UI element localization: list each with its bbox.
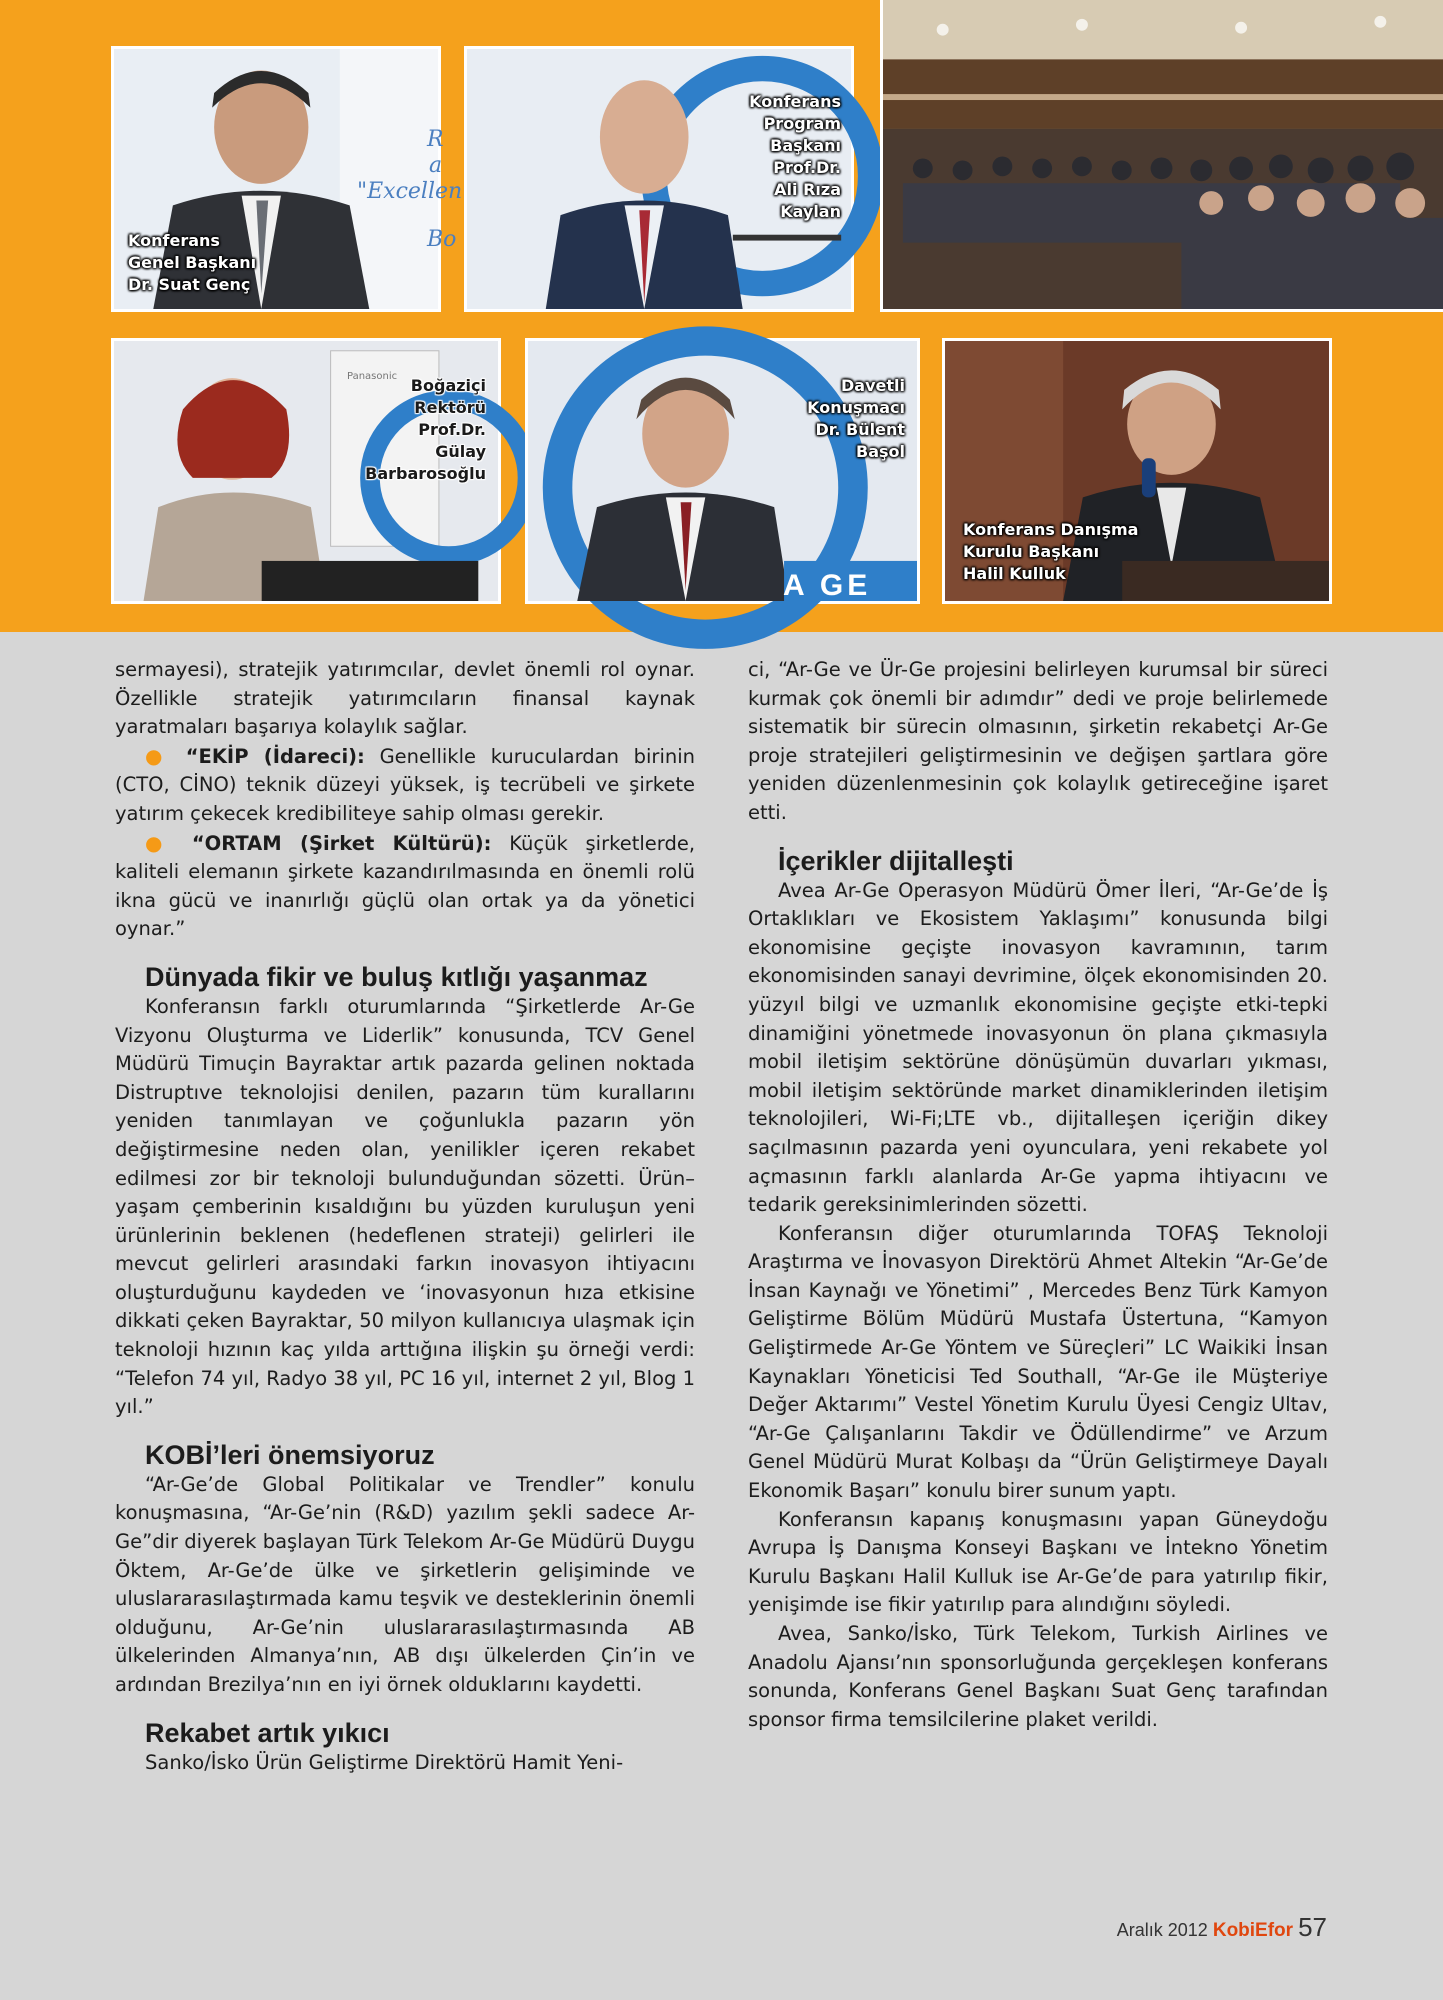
caption-line: Konferans [749,92,841,111]
paragraph: Konferansın diğer oturumlarında TOFAŞ Teknoloji Araştırma ve İnovasyon Direktörü Ahmet Altekin “Ar-Ge’de İnsan Kaynağı ve Yönetimi” , Mercedes Benz Türk Kamyon Geliştirme Bölüm Müdürü Mustafa Üstertuna, “Kamyon Geliştirmede Ar-Ge Yöntem ve Süreçleri” LC Waikiki İnsan Kaynakları Yöneticisi Ted Southall, “Ar-Ge ile Müşteriye Değer Aktarımı” Vestel Yönetim Kurulu Üyesi Cengiz Ultav, “Ar-Ge Çalışanlarını Takdir ve Ödüllendirme” ve Arzum Genel Müdürü Murat Kolbaşı da “Ürün Geliştirmeye Dayalı Ekonomik Başarı” konulu birer sunum yaptı. [748,1221,1328,1503]
backdrop-line: R [427,127,444,152]
backdrop-banner-text: A GE [783,569,872,602]
photo-gulay-barbarosoglu [111,338,501,604]
caption-line: Barbarosoğlu [365,464,486,483]
caption-line: Konferans [128,231,220,250]
paragraph: Avea Ar-Ge Operasyon Müdürü Ömer İleri, “Ar-Ge’de İş Ortaklıkları ve Ekosistem Yaklaşımı” konusunda bilgi ekonomisine geçişte inovasyon kavramının, tarım ekonomisinden sanayi devrimine, ölçek ekonomisinden 20. yüzyıl bilgi ve uzmanlık ekonomisine geçişte etki-tepki dinamiğini yönetmede inovasyonun ön plana çıkmasıyla mobil iletişim sektörüne dönüşümün duvarları yıkması, mobil iletişim sektöründe market dinamiklerinden iletişim teknolojileri, Wi-Fi;LTE vb., dijitalleşen içeriğin dikey saçılmasının pazarda yeni oyunculara, yeni rekabete yol açmasının farklı alanlarda Ar-Ge yapma ihtiyacını ve tedarik gereksinimlerinden sözetti. [748,878,1328,1217]
caption-halil-kulluk [963,519,1138,585]
caption-line: Prof.Dr. [418,420,486,439]
photo-conference-hall [880,0,1443,312]
photo-ali-riza-kaylan [464,46,854,312]
backdrop-line: a [429,153,443,178]
caption-line: Kurulu Başkanı [963,542,1100,561]
caption-line: Program [763,114,841,133]
caption-line: Boğaziçi [410,376,486,395]
caption-line: Davetli [841,376,905,395]
bullet-ekip [115,742,695,829]
photo-bulent-basol [525,338,920,604]
page-footer [1117,1912,1327,1943]
caption-line: Başol [856,442,905,461]
caption-line: Prof.Dr. [773,158,841,177]
paragraph: Sanko/İsko Ürün Geliştirme Direktörü Hamit Yeni- [145,1750,624,1774]
issue-date: Aralık 2012 [1116,1920,1208,1940]
paragraph: “Ar-Ge’de Global Politikalar ve Trendler” konulu konuşmasına, “Ar-Ge’nin (R&D) yazılım şekli sadece Ar-Ge”dir diyerek başlayan Türk Telekom Ar-Ge Müdürü Duygu Öktem, Ar-Ge’de ülke ve şirketlerin gelişiminde ve uluslararasılaştırmada kamu teşvik ve desteklerinin önemli olduğunu, Ar-Ge’nin uluslararasılaştırmasında AB ülkelerinden Almanya’nın, AB dışı ülkelerden Çin’in ve ardından Brezilya’nın en iyi örnek olduklarını kaydetti. [115,1472,695,1696]
photo-suat-genc [111,46,463,312]
paragraph: Konferansın farklı oturumlarında “Şirketlerde Ar-Ge Vizyonu Oluşturma ve Liderlik” konusunda, TCV Genel Müdürü Timuçin Bayraktar artık pazarda gelinen noktada Distruptıve teknolojisi denilen, pazarın tüm kurallarını yeniden tanımlayan ve çoğunlukla pazarın yön değiştirmesine neden olan, yenilikler içeren rekabet edilmesi zor bir teknoloji bulunduğundan sözetti. Ürün–yaşam çemberinin kısaldığını bu yüzden kuruluşun yeni ürünlerinin beklenen (hedeflenen strateji) gelirleri ile mevcut gelirleri arasındaki farkın inovasyon ihtiyacını oluşturduğunu kaydeden ve ‘inovasyonun hıza etkisine dikkati çeken Bayraktar, 50 milyon kullanıcıya ulaşmak için teknoloji hızının kaç yılda arttığına ilişkin şu örneği verdi: “Telefon 74 yıl, Radyo 38 yıl, PC 16 yıl, internet 2 yıl, Blog 1 yıl.” [115,994,695,1419]
page-number: 57 [1298,1912,1327,1942]
backdrop-line: "Excellen [357,179,463,204]
caption-line: Rektörü [414,398,486,417]
caption-line: Kaylan [780,202,841,221]
paragraph: Avea, Sanko/İsko, Türk Telekom, Turkish Airlines ve Anadolu Ajansı’nın sponsorluğunda gerçekleşen konferans sonunda, Konferans Genel Başkanı Suat Genç tarafından sponsor firma temsilcilerine plaket verildi. [748,1622,1328,1731]
section-heading: İçerikler dijitalleşti [778,845,1014,876]
paragraph: ci, “Ar-Ge ve Ür-Ge projesini belirleyen kurumsal bir süreci kurmak çok önemli bir adımdır” dedi ve proje belirlemede sistematik bir sürecin olmasının, şirketin rekabetçi Ar-Ge proje stratejileri geliştirmesinin ve değişen şartlara göre yeniden düzenlenmesinin çok kolaylık getireceğine işaret etti. [748,658,1328,824]
photo-banner [0,0,1443,632]
magazine-name: KobiEfor [1212,1920,1294,1941]
photo-halil-kulluk [942,338,1332,604]
caption-line: Ali Rıza [774,180,841,199]
caption-line: Halil Kulluk [963,564,1066,583]
caption-bulent-basol [807,375,905,463]
section-heading: Dünyada fikir ve buluş kıtlığı yaşanmaz [145,961,648,992]
caption-line: Genel Başkanı [128,253,257,272]
caption-suat-genc [128,230,256,296]
caption-line: Gülay [435,442,486,461]
bullet-dot-icon: ● [145,743,171,768]
projector-brand-text: Panasonic [347,371,398,382]
bullet-dot-icon: ● [145,830,175,855]
right-column [748,656,1328,1734]
caption-ali-riza-kaylan [749,91,841,223]
backdrop-line: Bo [427,227,457,252]
photo-backdrop-text [357,127,462,253]
bullet-text: Küçük şirketlerde, kaliteli elemanın şirkete kazandırılmasında en önemli rolü ikna gücü ve inanırlığı güçlü olan ortak ya da yönetici oynar.” [115,831,696,941]
caption-line: Dr. Suat Genç [128,275,251,294]
bullet-ortam [115,829,695,944]
photo-conference-hall-image [883,0,1443,309]
left-column [115,656,695,1777]
bullet-text: Genellikle kuruculardan birinin (CTO, CİNO) teknik düzeyi yüksek, iş tecrübeli ve şirkete yatırım çekecek kredibiliteye sahip olması gerekir. [115,744,696,825]
caption-line: Başkanı [770,136,841,155]
bullet-label: “EKİP (İdareci): [185,744,365,768]
paragraph: sermayesi), stratejik yatırımcılar, devlet önemli rol oynar. Özellikle stratejik yatırımcıların finansal kaynak yaratmaları başarıya kolaylık sağlar. [115,658,695,739]
paragraph: Konferansın kapanış konuşmasını yapan Güneydoğu Avrupa İş Danışma Konseyi Başkanı ve İntekno Yönetim Kurulu Başkanı Halil Kulluk ise Ar-Ge’de para yatırılıp fikir, yenişimde ise fikir yatırılıp para alındığını söyledi. [748,1507,1328,1617]
caption-gulay-barbarosoglu [365,375,486,485]
section-heading: KOBİ’leri önemsiyoruz [145,1439,435,1470]
caption-line: Konferans Danışma [963,520,1139,539]
caption-line: Dr. Bülent [815,420,905,439]
section-heading: Rekabet artık yıkıcı [145,1717,390,1748]
bullet-label: “ORTAM (Şirket Kültürü): [191,831,492,855]
caption-line: Konuşmacı [807,398,905,417]
